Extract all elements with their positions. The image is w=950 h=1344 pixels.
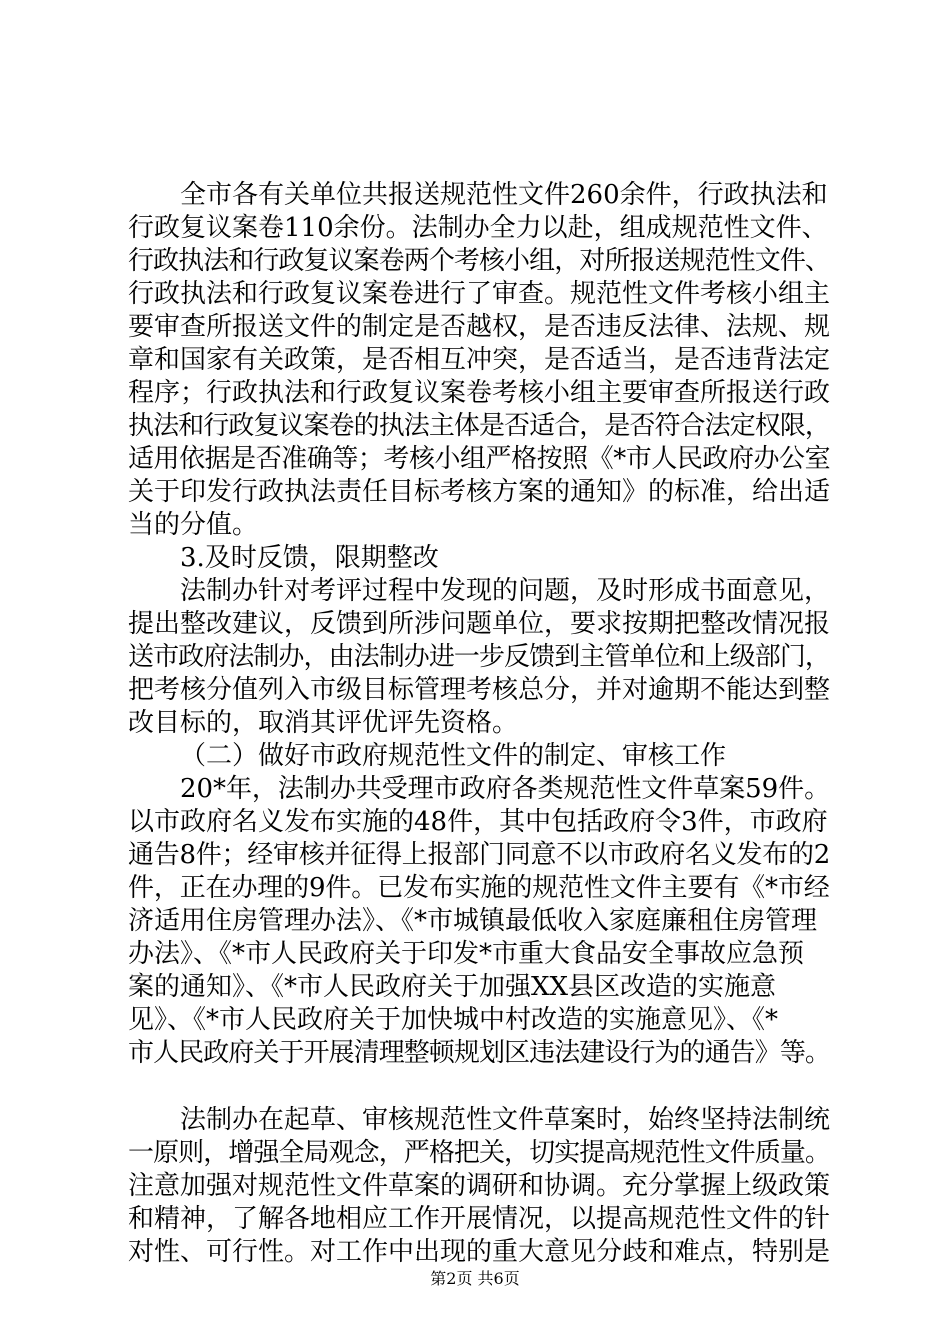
text-line: 送市政府法制办，由法制办进一步反馈到主管单位和上级部门， [128, 642, 830, 672]
text-line: 市人民政府关于开展清理整顿规划区违法建设行为的通告》等。 [128, 1038, 830, 1068]
text-line: 案的通知》、《*市人民政府关于加强XX县区改造的实施意 [128, 972, 777, 1002]
text-line: 以市政府名义发布实施的48件，其中包括政府令3件，市政府 [128, 807, 828, 837]
text-line: 适用依据是否准确等；考核小组严格按照《*市人民政府办公室 [128, 444, 831, 474]
text-line: 全市各有关单位共报送规范性文件260余件，行政执法和 [180, 180, 828, 210]
text-line: 办法》、《*市人民政府关于印发*市重大食品安全事故应急预 [128, 939, 805, 969]
text-line: 和精神，了解各地相应工作开展情况，以提高规范性文件的针 [128, 1204, 831, 1234]
section-heading: 3.及时反馈，限期整改 [180, 543, 439, 573]
page-footer: 第2页 共6页 [430, 1269, 520, 1288]
text-line: 注意加强对规范性文件草案的调研和协调。充分掌握上级政策 [128, 1171, 831, 1201]
text-line: 20*年，法制办共受理市政府各类规范性文件草案59件。 [180, 774, 831, 804]
text-line: 程序；行政执法和行政复议案卷考核小组主要审查所报送行政 [128, 378, 831, 408]
text-line: 要审查所报送文件的制定是否越权，是否违反法律、法规、规 [128, 312, 831, 342]
text-line: 当的分值。 [128, 510, 259, 540]
text-line: 通告8件；经审核并征得上报部门同意不以市政府名义发布的2 [128, 840, 831, 870]
text-line: 法制办在起草、审核规范性文件草案时，始终坚持法制统 [180, 1105, 831, 1135]
text-line: 提出整改建议，反馈到所涉问题单位，要求按期把整改情况报 [128, 609, 831, 639]
section-heading: （二）做好市政府规范性文件的制定、审核工作 [180, 741, 727, 771]
text-line: 济适用住房管理办法》、《*市城镇最低收入家庭廉租住房管理 [128, 906, 818, 936]
text-line: 行政复议案卷110余份。法制办全力以赴，组成规范性文件、 [128, 213, 828, 243]
text-line: 件，正在办理的9件。已发布实施的规范性文件主要有《*市经 [128, 873, 830, 903]
text-line: 章和国家有关政策，是否相互冲突，是否适当，是否违背法定 [128, 345, 831, 375]
text-line: 行政执法和行政复议案卷两个考核小组，对所报送规范性文件、 [128, 246, 830, 276]
text-line: 把考核分值列入市级目标管理考核总分，并对逾期不能达到整 [128, 675, 831, 705]
text-line: 法制办针对考评过程中发现的问题，及时形成书面意见， [180, 576, 831, 606]
text-line: 一原则，增强全局观念，严格把关，切实提高规范性文件质量。 [128, 1138, 830, 1168]
text-line: 关于印发行政执法责任目标考核方案的通知》的标准，给出适 [128, 477, 831, 507]
text-line: 改目标的，取消其评优评先资格。 [128, 708, 519, 738]
text-line: 执法和行政复议案卷的执法主体是否适合，是否符合法定权限， [128, 411, 830, 441]
text-line: 见》、《*市人民政府关于加快城中村改造的实施意见》、《* [128, 1005, 779, 1035]
text-line: 行政执法和行政复议案卷进行了审查。规范性文件考核小组主 [128, 279, 831, 309]
text-line: 对性、可行性。对工作中出现的重大意见分歧和难点，特别是 [128, 1237, 831, 1267]
